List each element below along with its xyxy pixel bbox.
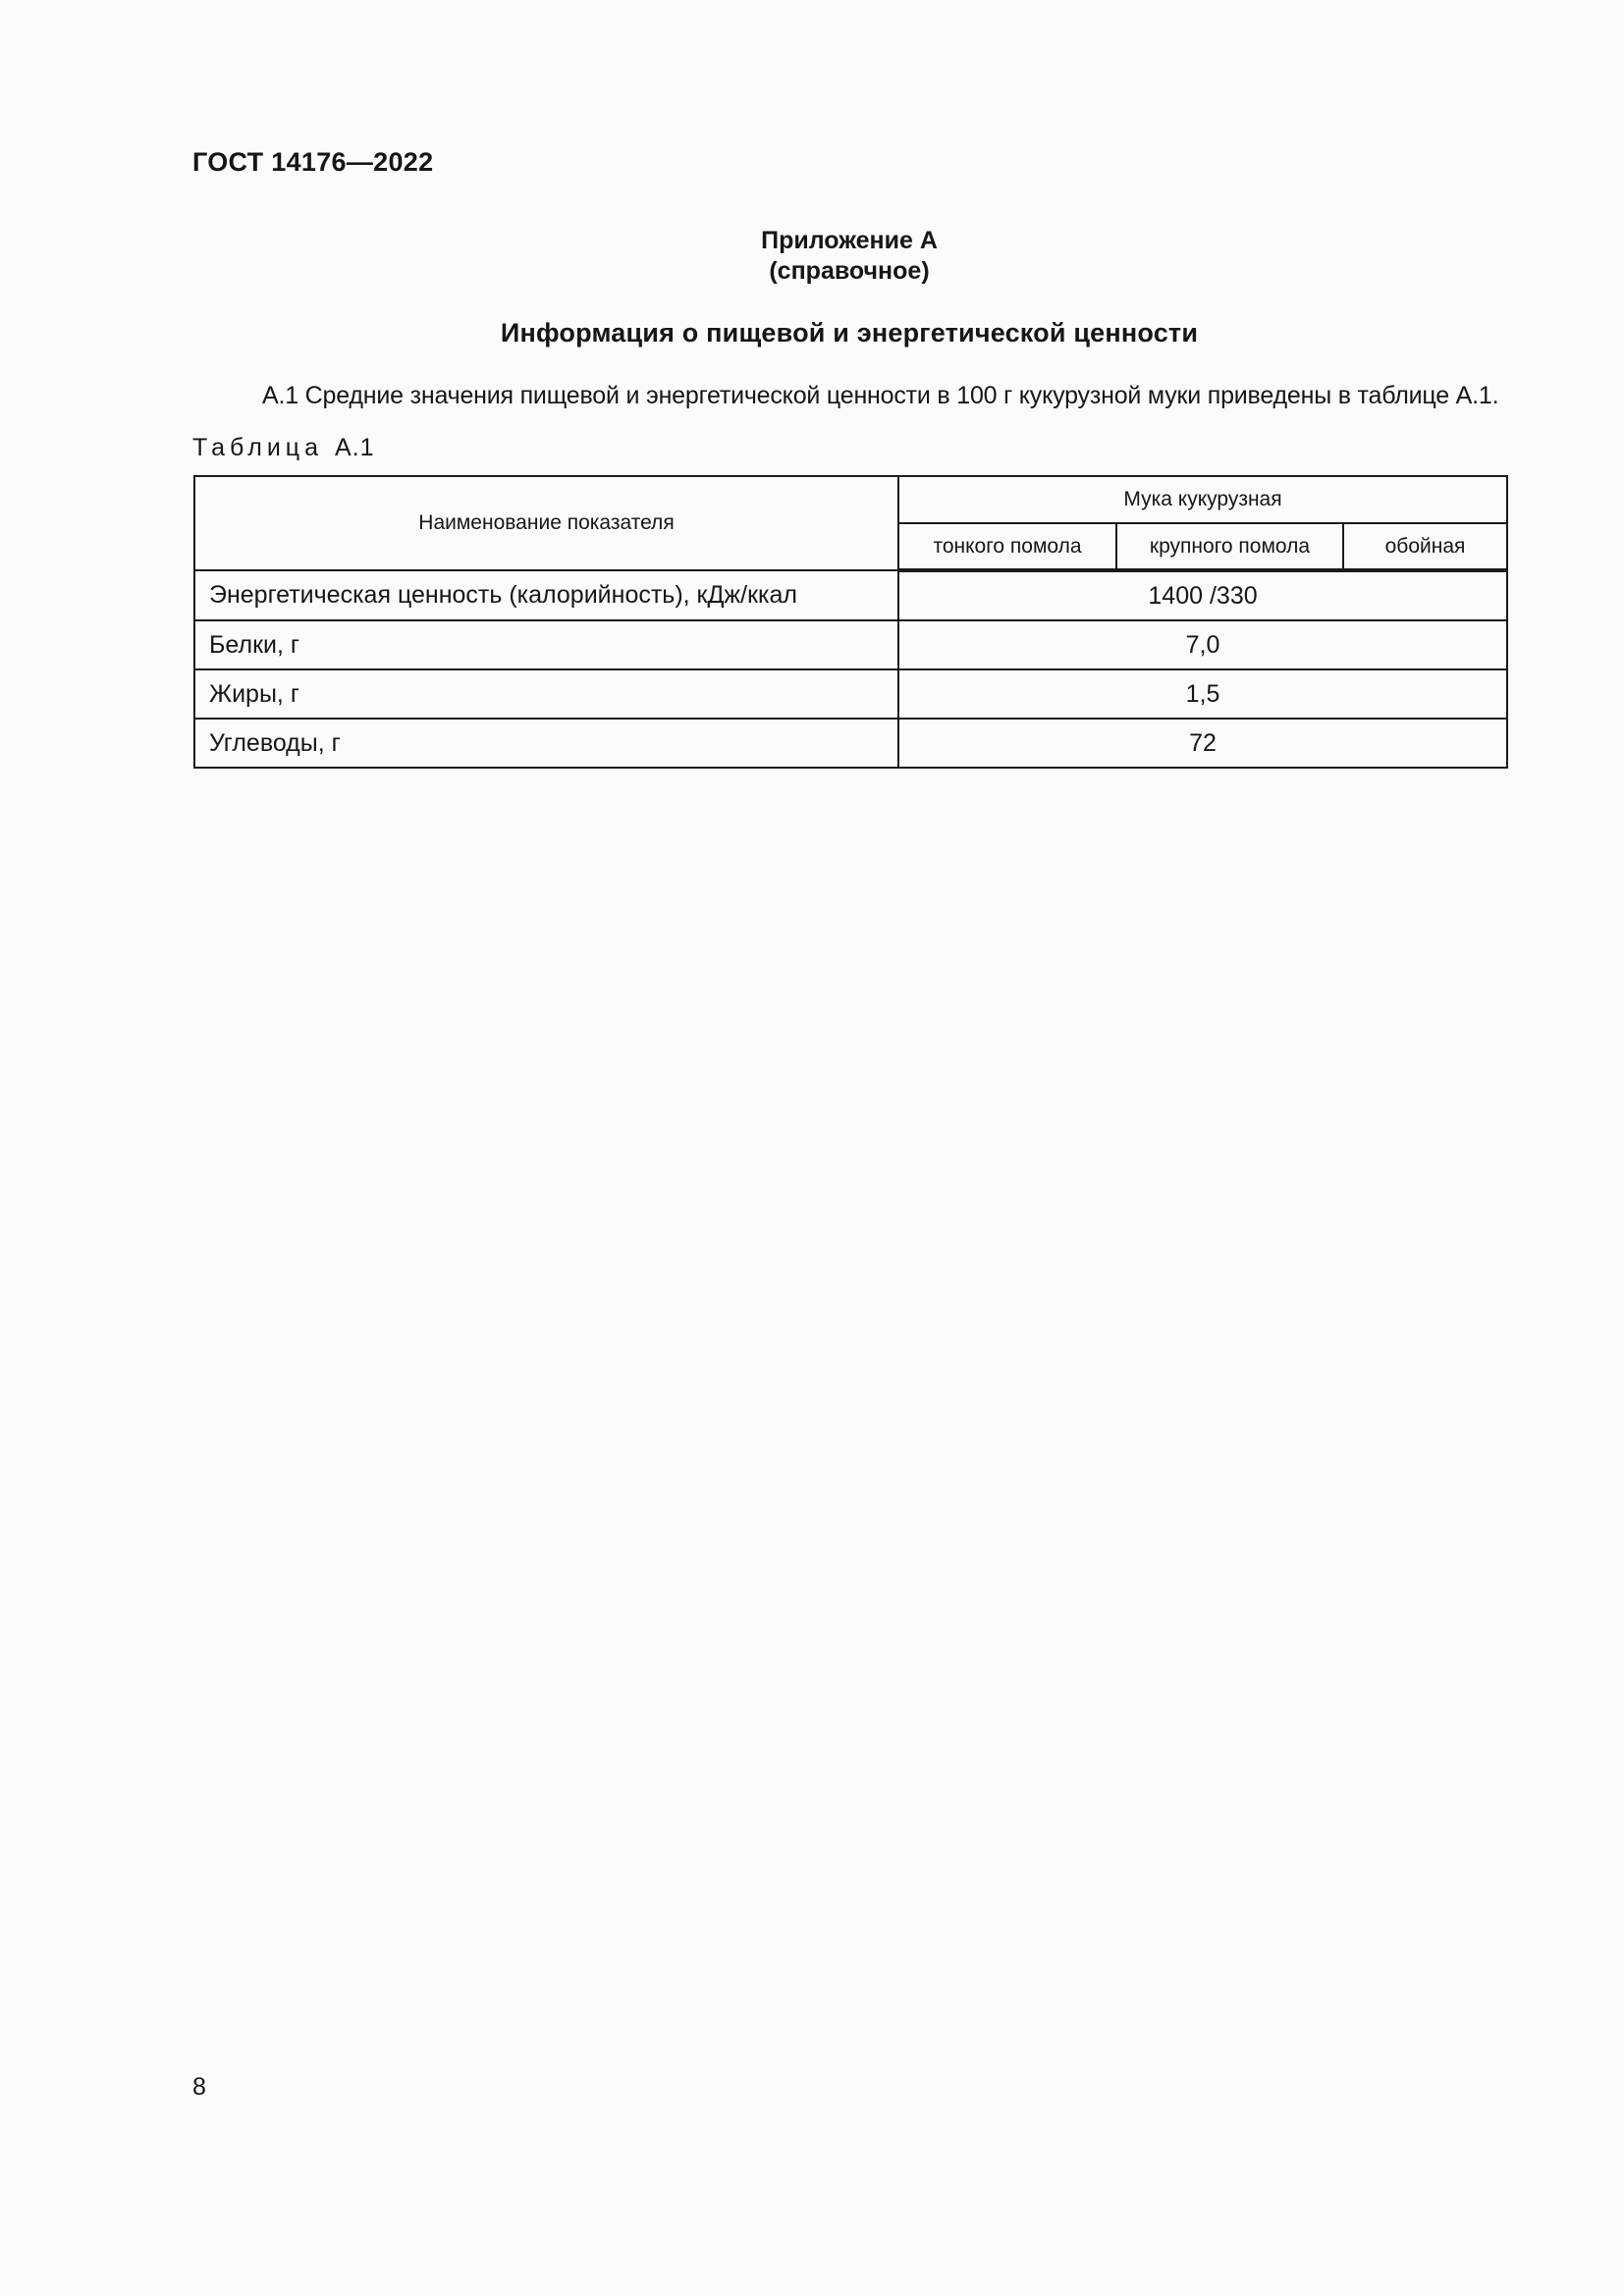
appendix-title: Приложение А — [761, 227, 938, 254]
header-group-cell: Мука кукурузная — [898, 476, 1507, 523]
header-indicator-cell: Наименование показателя — [194, 476, 898, 570]
table-caption-number: А.1 — [334, 434, 375, 461]
row-name: Углеводы, г — [194, 719, 898, 768]
table-row — [194, 620, 1507, 669]
nutrition-table — [193, 475, 1508, 769]
row-value: 1400 /330 — [898, 570, 1507, 620]
row-value: 7,0 — [898, 620, 1507, 669]
appendix-subtitle: (справочное) — [769, 257, 930, 285]
row-value: 72 — [898, 719, 1507, 768]
appendix-heading — [192, 226, 1506, 287]
page-number: 8 — [192, 2073, 206, 2101]
table-row — [194, 669, 1507, 719]
subheader-wholemeal: обойная — [1343, 523, 1507, 570]
table-row — [194, 570, 1507, 620]
table-header-row — [194, 476, 1507, 523]
row-name: Жиры, г — [194, 669, 898, 719]
subheader-fine-grind: тонкого помола — [898, 523, 1116, 570]
subheader-coarse-grind: крупного помола — [1116, 523, 1343, 570]
document-code: ГОСТ 14176—2022 — [192, 147, 434, 177]
section-title: Информация о пищевой и энергетической ценности — [500, 318, 1199, 347]
paragraph-a1: А.1 Средние значения пищевой и энергетической ценности в 100 г кукурузной муки приведены в таблице А.1. — [262, 382, 1499, 409]
row-name: Белки, г — [194, 620, 898, 669]
row-name: Энергетическая ценность (калорийность), кДж/ккал — [194, 570, 898, 620]
table-caption — [192, 434, 375, 462]
table-row — [194, 719, 1507, 768]
table-caption-word: Таблица — [192, 434, 324, 461]
row-value: 1,5 — [898, 669, 1507, 719]
